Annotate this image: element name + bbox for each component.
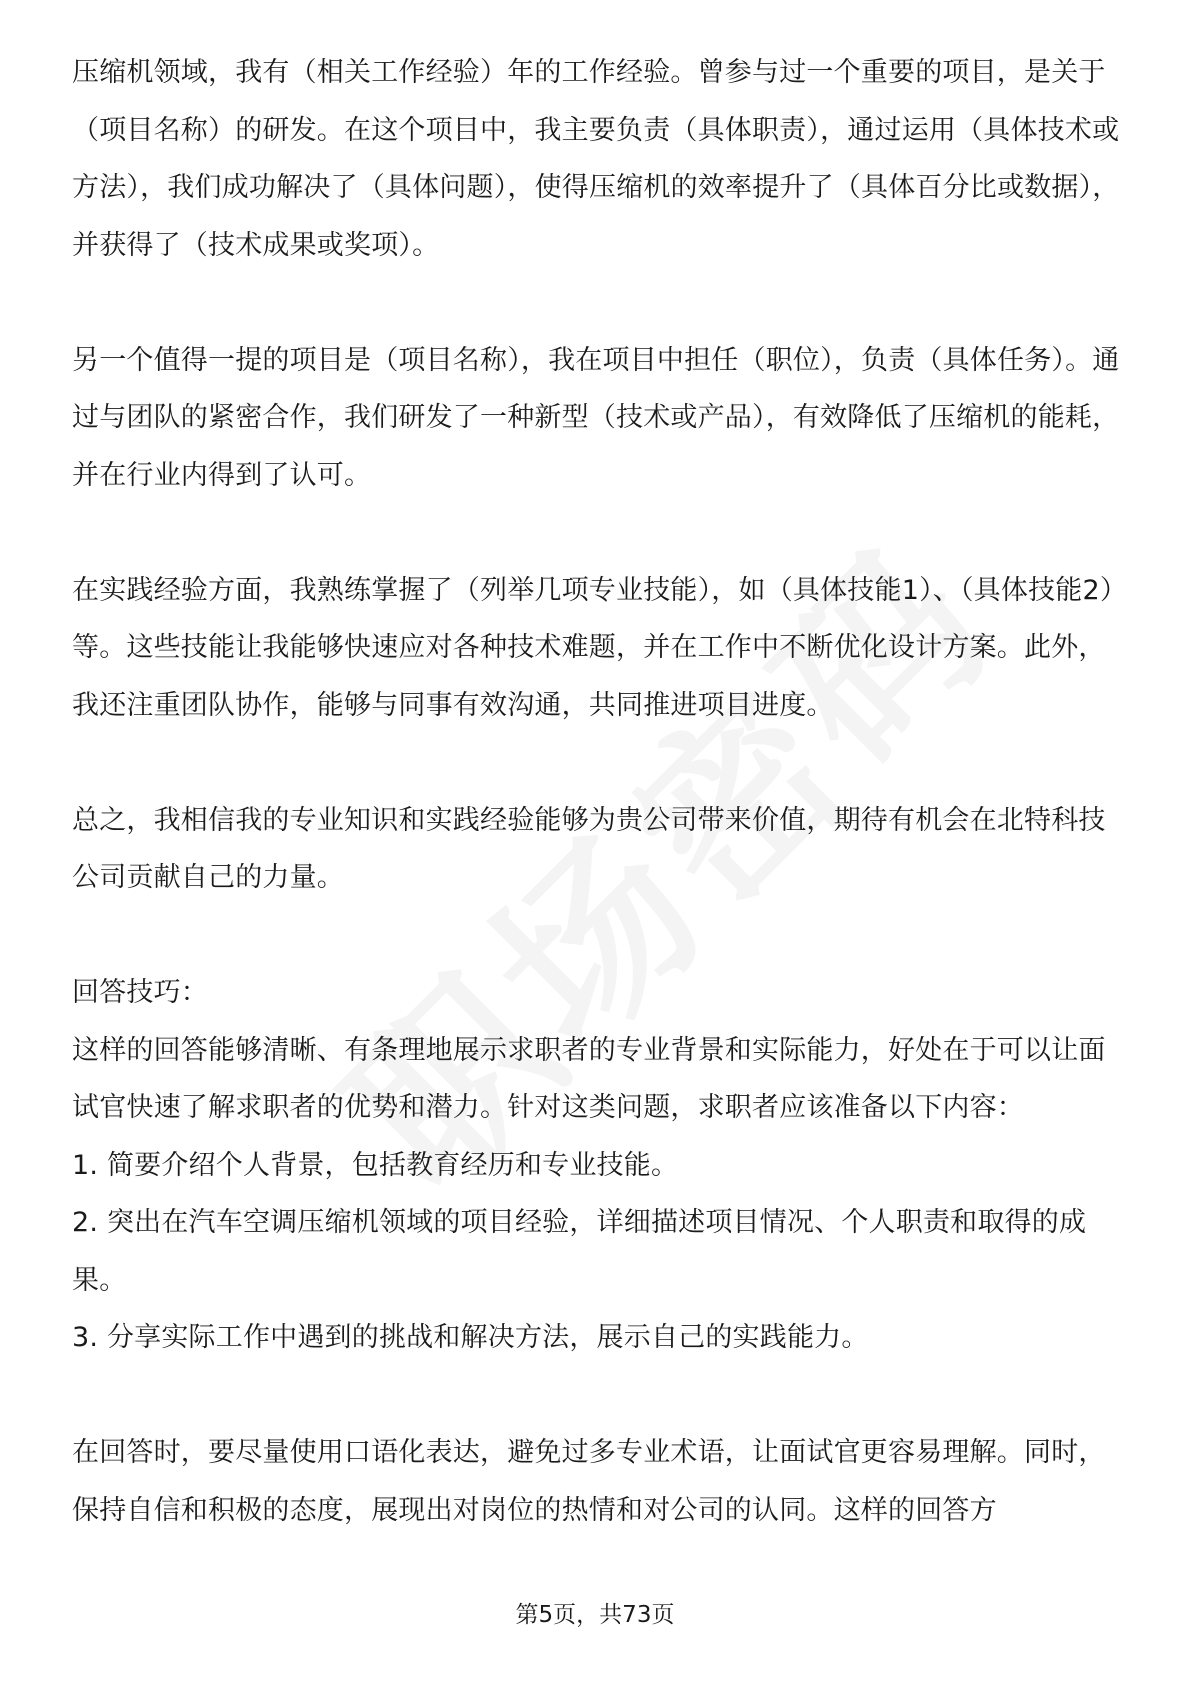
paragraph-second-project: 另一个值得一提的项目是（项目名称），我在项目中担任（职位），负责（具体任务）。通过与团队的紧密合作，我们研发了一种新型（技术或产品），有效降低了压缩机的能耗，并在行业内得到了认可。: [72, 344, 1120, 491]
paragraph-gap: [72, 907, 1122, 965]
page-number: 第5页，共73页: [515, 1602, 675, 1628]
paragraph-gap: [72, 504, 1122, 562]
paragraph-gap: [72, 1367, 1122, 1425]
tips-body: 这样的回答能够清晰、有条理地展示求职者的专业背景和实际能力，好处在于可以让面试官快速了解求职者的优势和潜力。针对这类问题，求职者应该准备以下内容：: [72, 1034, 1106, 1123]
tips-list-item: 2. 突出在汽车空调压缩机领域的项目经验，详细描述项目情况、个人职责和取得的成果。: [72, 1207, 1087, 1296]
paragraph-gap: [72, 734, 1122, 792]
paragraph-practical-skills: 在实践经验方面，我熟练掌握了（列举几项专业技能），如（具体技能1）、（具体技能2）等。这些技能让我能够快速应对各种技术难题，并在工作中不断优化设计方案。此外，我还注重团队协作，能够与同事有效沟通，共同推进项目进度。: [72, 574, 1114, 721]
tips-heading: 回答技巧：: [72, 977, 208, 1008]
paragraph-gap: [72, 274, 1122, 332]
tips-list-item: 1. 简要介绍个人背景，包括教育经历和专业技能。: [72, 1149, 679, 1181]
paragraph-conclusion: 总之，我相信我的专业知识和实践经验能够为贵公司带来价值，期待有机会在北特科技公司贡献自己的力量。: [72, 804, 1106, 893]
tips-list-item: 3. 分享实际工作中遇到的挑战和解决方法，展示自己的实践能力。: [72, 1322, 869, 1353]
paragraph-project-experience: 压缩机领域，我有（相关工作经验）年的工作经验。曾参与过一个重要的项目，是关于（项目名称）的研发。在这个项目中，我主要负责（具体职责），通过运用（具体技术或方法），我们成功解决了（具体问题），使得压缩机的效率提升了（具体百分比或数据），并获得了（技术成果或奖项）。: [72, 57, 1120, 261]
paragraph-answer-advice: 在回答时，要尽量使用口语化表达，避免过多专业术语，让面试官更容易理解。同时，保持自信和积极的态度，展现出对岗位的热情和对公司的认同。这样的回答方: [72, 1437, 1106, 1526]
document-body: [72, 44, 1122, 1539]
